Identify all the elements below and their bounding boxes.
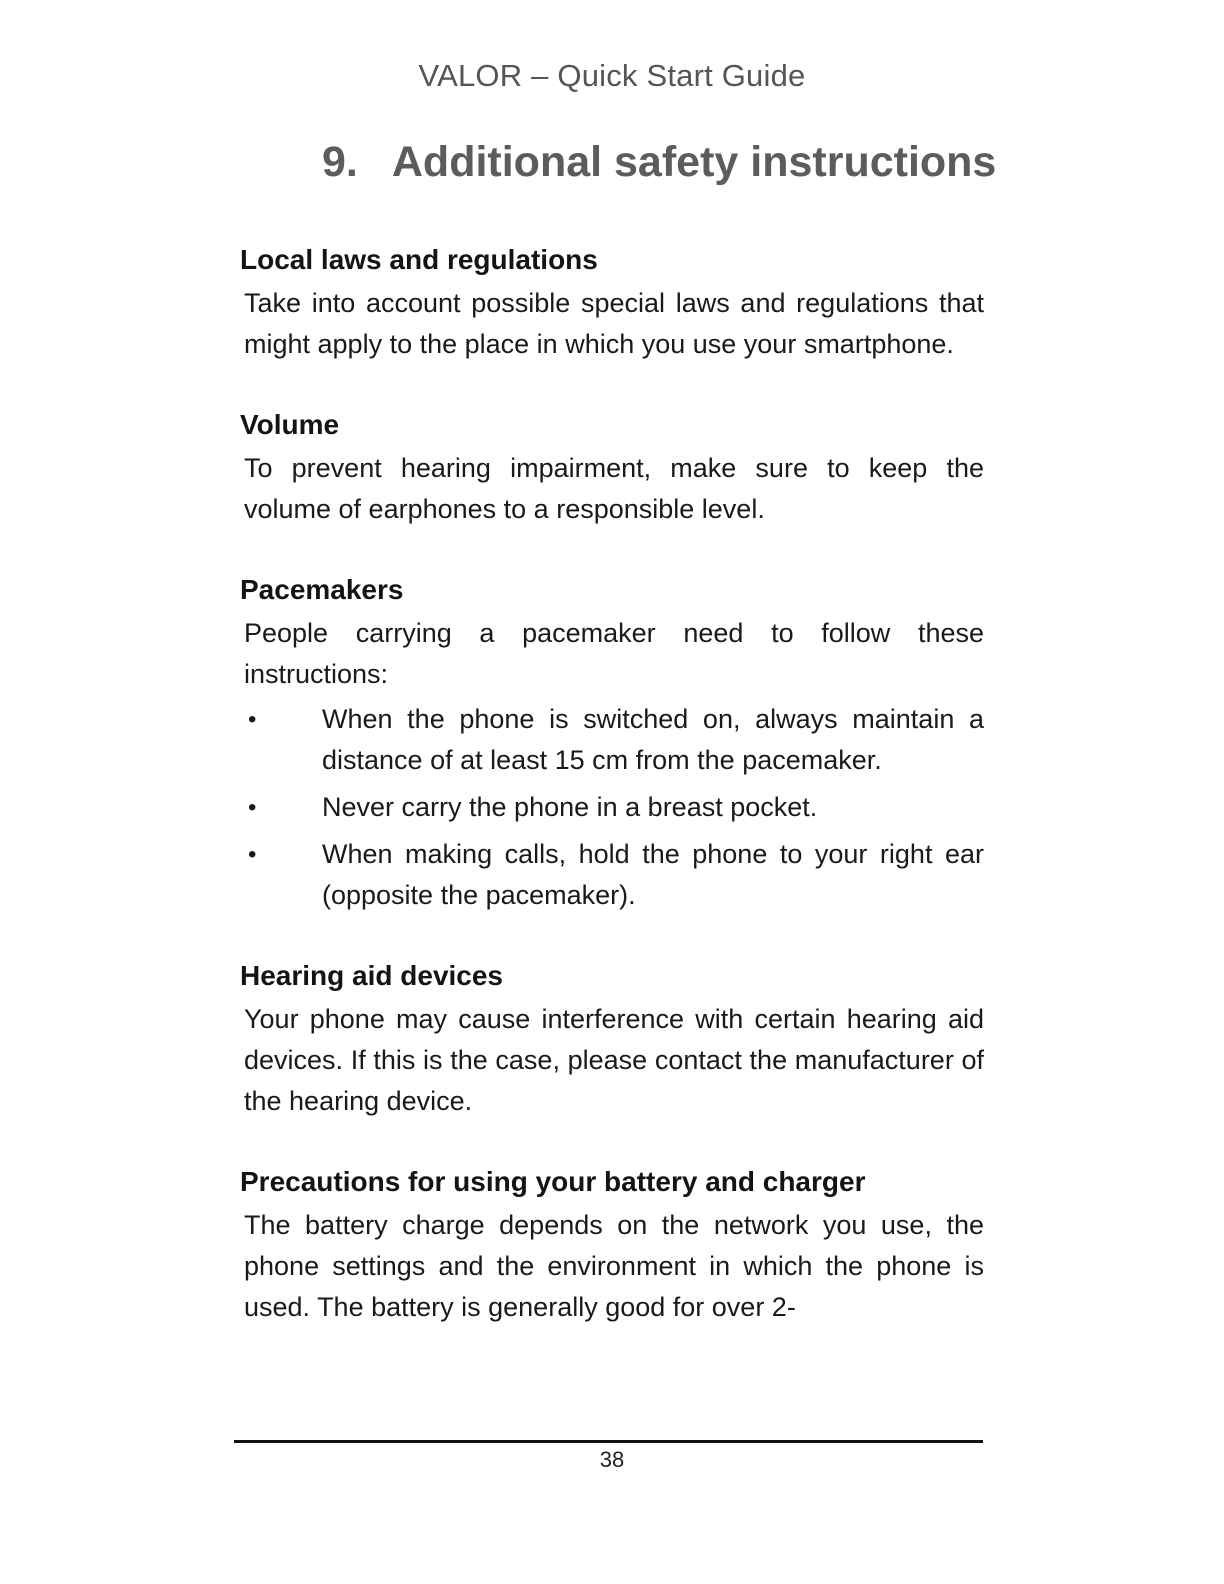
chapter-title-text: Additional safety instructions — [391, 138, 997, 186]
bullet-dot: • — [248, 794, 257, 821]
section-local-laws — [240, 243, 984, 365]
running-header: VALOR – Quick Start Guide — [418, 58, 806, 93]
section-paragraph: Your phone may cause interference with certain hearing aid devices. If this is the case, please contact the manufacturer of the hearing device. — [244, 1004, 984, 1116]
list-item-text: When the phone is switched on, always maintain a distance of at least 15 cm from the pacemaker. — [322, 704, 984, 775]
section-paragraph: People carrying a pacemaker need to follow these instructions: — [244, 618, 984, 689]
section-hearing-aid — [240, 959, 984, 1122]
section-paragraph: To prevent hearing impairment, make sure to keep the volume of earphones to a responsible level. — [244, 453, 984, 524]
section-volume — [240, 408, 984, 530]
section-heading: Local laws and regulations — [240, 244, 598, 275]
section-battery — [240, 1165, 984, 1328]
section-heading: Precautions for using your battery and charger — [240, 1166, 866, 1197]
section-paragraph: Take into account possible special laws and regulations that might apply to the place in which you use your smartphone. — [244, 288, 984, 359]
chapter-title — [322, 138, 996, 187]
page-number: 38 — [599, 1447, 625, 1472]
list-item — [240, 834, 984, 916]
section-pacemakers — [240, 573, 984, 916]
list-item — [240, 787, 984, 828]
footer-divider — [234, 1440, 983, 1443]
bullet-dot: • — [248, 841, 257, 868]
section-heading: Pacemakers — [240, 574, 404, 605]
chapter-number: 9. — [322, 138, 358, 186]
bullet-list — [240, 699, 984, 916]
section-paragraph: The battery charge depends on the network you use, the phone settings and the environment in which the phone is used. The battery is generally good for over 2- — [244, 1210, 984, 1322]
main-content — [240, 243, 984, 1371]
list-item-text: Never carry the phone in a breast pocket. — [322, 792, 818, 822]
bullet-dot: • — [248, 706, 257, 733]
list-item — [240, 699, 984, 781]
section-heading: Hearing aid devices — [240, 960, 504, 991]
section-heading: Volume — [240, 409, 340, 440]
list-item-text: When making calls, hold the phone to your right ear (opposite the pacemaker). — [322, 839, 984, 910]
